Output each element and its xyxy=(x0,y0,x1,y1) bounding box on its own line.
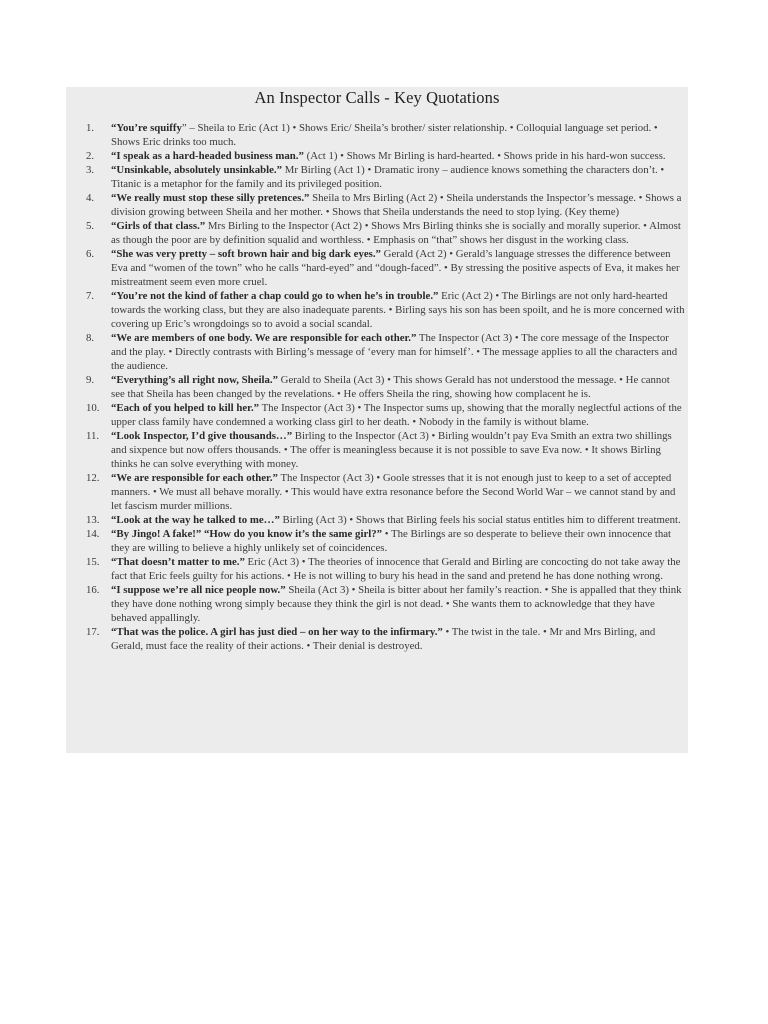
list-item-number: 17. xyxy=(86,626,100,638)
list-item xyxy=(66,219,688,247)
document-page xyxy=(66,87,688,753)
quotation-text: “Look Inspector, I’d give thousands…” xyxy=(111,430,293,442)
list-item xyxy=(66,513,688,527)
list-item xyxy=(66,527,688,555)
list-item-number: 16. xyxy=(86,584,100,596)
quotation-text: “Everything’s all right now, Sheila.” xyxy=(111,374,278,386)
list-item-number: 14. xyxy=(86,528,100,540)
quotation-text: “Girls of that class.” xyxy=(111,220,206,232)
quotation-analysis: Mr Birling (Act 1) • Dramatic irony – audience knows something the characters don’t. • Titanic is a metaphor for the family and its privileged position. xyxy=(111,164,665,190)
quotation-analysis: Gerald to Sheila (Act 3) • This shows Gerald has not understood the message. • He cannot see that Sheila has been changed by the revelations. • He offers Sheila the ring, showing how complacent he is. xyxy=(111,374,670,400)
list-item xyxy=(66,331,688,373)
quotation-text: “We are responsible for each other.” xyxy=(111,472,278,484)
quotation-analysis: Birling to the Inspector (Act 3) • Birling wouldn’t pay Eva Smith an extra two shillings and sixpence but now offers thousands. • The offer is meaningless because it is not possible to save Eva now. • It shows Birling thinks he can solve everything with money. xyxy=(111,430,672,470)
list-item-number: 15. xyxy=(86,556,100,568)
quotation-text: “She was very pretty – soft brown hair and big dark eyes.” xyxy=(111,248,381,260)
quotation-text: “That doesn’t matter to me.” xyxy=(111,556,245,568)
quotation-text: “I suppose we’re all nice people now.” xyxy=(111,584,286,596)
quotation-analysis: Sheila (Act 3) • Sheila is bitter about her family’s reaction. • She is appalled that they think they have done nothing wrong simply because they think the girl is not dead. • She wants them to acknowledge that they have behaved appallingly. xyxy=(111,584,682,624)
quotation-text: “Look at the way he talked to me…” xyxy=(111,514,280,526)
quotation-text: “By Jingo! A fake!” “How do you know it’s the same girl?” xyxy=(111,528,383,540)
list-item xyxy=(66,373,688,401)
quotation-text: “You’re squiffy xyxy=(111,122,182,134)
list-item-number: 12. xyxy=(86,472,100,484)
quotation-analysis: Eric (Act 3) • The theories of innocence that Gerald and Birling are concocting do not take away the fact that Eric feels guilty for his actions. • He is not willing to bury his head in the sand and pretend he has done nothing wrong. xyxy=(111,556,681,582)
list-item-number: 11. xyxy=(86,430,100,442)
quotation-text: “We are members of one body. We are responsible for each other.” xyxy=(111,332,417,344)
quotation-analysis: Birling (Act 3) • Shows that Birling feels his social status entitles him to different treatment. xyxy=(279,514,681,526)
quotation-analysis: The Inspector (Act 3) • The core message of the Inspector and the play. • Directly contrasts with Birling’s message of ‘every man for himself’. • The message applies to all the characters and the audience. xyxy=(111,332,678,372)
list-item xyxy=(66,429,688,471)
quotation-text: “I speak as a hard-headed business man.” xyxy=(111,150,304,162)
quotation-analysis: The Inspector (Act 3) • Goole stresses that it is not enough just to keep to a set of accepted manners. • We must all behave morally. • This would have extra resonance before the Second World War – we cannot stand by and let fascism murder millions. xyxy=(111,472,676,512)
quotation-analysis: • The twist in the tale. • Mr and Mrs Birling, and Gerald, must face the reality of their actions. • Their denial is destroyed. xyxy=(111,626,656,652)
list-item xyxy=(66,247,688,289)
quotation-text: “Each of you helped to kill her.” xyxy=(111,402,260,414)
list-item-number: 5. xyxy=(86,220,95,232)
list-item xyxy=(66,625,688,653)
list-item-number: 9. xyxy=(86,374,95,386)
list-item xyxy=(66,555,688,583)
list-item-number: 8. xyxy=(86,332,95,344)
list-item-number: 6. xyxy=(86,248,95,260)
list-item xyxy=(66,471,688,513)
list-item-number: 10. xyxy=(86,402,100,414)
list-item-number: 13. xyxy=(86,514,100,526)
quotation-analysis: Gerald (Act 2) • Gerald’s language stresses the difference between Eva and “women of the town” who he calls “hard-eyed” and “dough-faced”. • By stressing the positive aspects of Eva, it makes her mistreatment seem even more cruel. xyxy=(111,248,680,288)
list-item xyxy=(66,149,688,163)
quotation-analysis: Eric (Act 2) • The Birlings are not only hard-hearted towards the working class, but they are also inadequate parents. • Birling says his son has been spoilt, and he is more concerned with covering up Eric’s wrongdoings so to avoid a social scandal. xyxy=(111,290,685,330)
list-item-number: 1. xyxy=(86,122,95,134)
quotation-analysis: The Inspector (Act 3) • The Inspector sums up, showing that the morally neglectful actions of the upper class family have condemned a working class girl to her death. • Nobody in the family is without blame. xyxy=(111,402,682,428)
quotation-analysis: (Act 1) • Shows Mr Birling is hard-hearted. • Shows pride in his hard-won success. xyxy=(303,150,666,162)
list-item xyxy=(66,121,688,149)
quotation-text: “You’re not the kind of father a chap could go to when he’s in trouble.” xyxy=(111,290,439,302)
list-item xyxy=(66,289,688,331)
list-item-number: 7. xyxy=(86,290,95,302)
list-item-number: 3. xyxy=(86,164,95,176)
quotation-list xyxy=(66,121,688,653)
list-item-number: 2. xyxy=(86,150,95,162)
quotation-analysis: • The Birlings are so desperate to believe their own innocence that they are willing to believe a highly unlikely set of coincidences. xyxy=(111,528,672,554)
quotation-analysis: Sheila to Mrs Birling (Act 2) • Sheila understands the Inspector’s message. • Shows a division growing between Sheila and her mother. • Shows that Sheila understands the need to stop lying. (Key theme) xyxy=(111,192,682,218)
quotation-text: “That was the police. A girl has just died – on her way to the infirmary.” xyxy=(111,626,443,638)
list-item xyxy=(66,163,688,191)
document-title: An Inspector Calls - Key Quotations xyxy=(254,88,500,107)
quotation-text: “Unsinkable, absolutely unsinkable.” xyxy=(111,164,283,176)
quotation-text: “We really must stop these silly pretences.” xyxy=(111,192,310,204)
list-item xyxy=(66,583,688,625)
list-item-number: 4. xyxy=(86,192,95,204)
quotation-analysis: Mrs Birling to the Inspector (Act 2) • Shows Mrs Birling thinks she is socially and morally superior. • Almost as though the poor are by definition squalid and worthless. • Emphasis on “that” shows her disgust in the working class. xyxy=(111,220,681,246)
quotation-analysis: ” – Sheila to Eric (Act 1) • Shows Eric/ Sheila’s brother/ sister relationship. • Colloquial language set period. • Shows Eric drinks too much. xyxy=(111,122,658,148)
list-item xyxy=(66,401,688,429)
list-item xyxy=(66,191,688,219)
